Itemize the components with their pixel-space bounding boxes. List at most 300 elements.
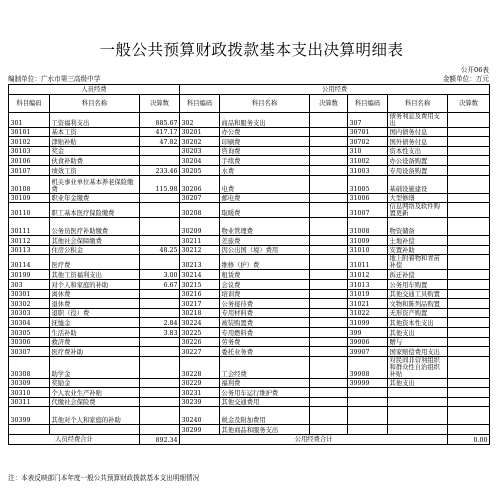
code-cell: 30102	[9, 137, 50, 147]
amount-cell: 2.84	[140, 318, 180, 328]
amount-cell	[448, 279, 490, 289]
name-cell: 手续费	[220, 156, 310, 166]
code-cell: 30302	[9, 299, 50, 309]
code-cell: 30299	[180, 425, 220, 435]
amount-cell: 3.83	[140, 327, 180, 337]
code-cell: 30215	[180, 279, 220, 289]
name-cell: 劳务费	[220, 337, 310, 347]
code-cell: 30202	[180, 137, 220, 147]
name-cell: 国家赔偿费用支出	[388, 347, 448, 357]
code-cell: 30214	[180, 270, 220, 280]
code-cell: 30107	[9, 165, 50, 175]
amount-cell	[310, 378, 348, 388]
table-row	[9, 156, 490, 166]
name-cell: 资本性支出	[388, 146, 448, 156]
name-cell: 公务接待费	[220, 299, 310, 309]
code-cell: 30101	[9, 127, 50, 137]
name-cell: 国内债务付息	[388, 127, 448, 137]
group-header-row	[9, 85, 490, 95]
code-cell: 30308	[9, 356, 50, 378]
amount-cell	[448, 289, 490, 299]
amount-cell	[448, 255, 490, 270]
code-cell: 30301	[9, 289, 50, 299]
name-cell: 其他资本性支出	[388, 318, 448, 328]
name-cell: 印刷费	[220, 137, 310, 147]
amount-cell	[310, 255, 348, 270]
amount-cell	[310, 299, 348, 309]
amount-cell	[310, 127, 348, 137]
code-cell: 30701	[348, 127, 388, 137]
amount-cell	[140, 255, 180, 270]
totals-row	[9, 435, 490, 445]
code-cell: 30209	[180, 218, 220, 236]
amount-cell	[448, 203, 490, 218]
table-row	[9, 203, 490, 218]
name-cell: 个人农业生产补贴	[50, 388, 140, 398]
code-cell: 30111	[9, 218, 50, 236]
code-cell: 30228	[180, 356, 220, 378]
table-row	[9, 356, 490, 378]
amount-cell	[448, 337, 490, 347]
code-cell: 30239	[180, 397, 220, 407]
table-row	[9, 378, 490, 388]
table-row	[9, 112, 490, 127]
name-cell: 助学金	[50, 356, 140, 378]
name-cell: 其他交通费用	[220, 397, 310, 407]
amount-cell	[310, 165, 348, 175]
code-cell: 30231	[180, 388, 220, 398]
name-cell: 赠与	[388, 337, 448, 347]
code-cell: 30199	[9, 270, 50, 280]
code-cell: 30203	[180, 146, 220, 156]
amount-cell: 417.17	[140, 127, 180, 137]
amount-cell	[448, 347, 490, 357]
table-row	[9, 347, 490, 357]
amount-cell	[310, 407, 348, 425]
table-row	[9, 245, 490, 255]
name-cell: 水费	[220, 165, 310, 175]
code-cell: 31008	[348, 218, 388, 236]
code-cell: 31099	[348, 318, 388, 328]
name-cell: 因公出国（境）费用	[220, 245, 310, 255]
personnel-total-label: 人员经费合计	[9, 435, 140, 445]
amount-cell	[140, 347, 180, 357]
table-row	[9, 397, 490, 407]
code-cell: 30109	[9, 193, 50, 203]
amount-cell	[310, 193, 348, 203]
amount-cell	[140, 236, 180, 246]
name-cell: 电费	[220, 175, 310, 193]
name-cell: 退休费	[50, 299, 140, 309]
amount-cell	[310, 245, 348, 255]
name-cell: 租赁费	[220, 270, 310, 280]
amount-cell	[448, 308, 490, 318]
table-row	[9, 327, 490, 337]
name-cell: 其他对个人和家庭的补助	[50, 407, 140, 425]
amount-cell	[140, 203, 180, 218]
personnel-total-value: 892.34	[140, 435, 180, 445]
code-cell: 307	[348, 112, 388, 127]
name-cell: 其他交通工具购置	[388, 289, 448, 299]
header-amount: 决算数	[140, 94, 180, 112]
name-cell: 退职（役）费	[50, 308, 140, 318]
header-code: 科目编码	[9, 94, 50, 112]
name-cell: 奖金	[50, 146, 140, 156]
name-cell: 医疗费	[50, 255, 140, 270]
name-cell: 差旅费	[220, 236, 310, 246]
name-cell: 代缴社会保险费	[50, 397, 140, 407]
name-cell	[388, 397, 448, 407]
name-cell: 福利费	[220, 378, 310, 388]
name-cell: 其他社会保障缴费	[50, 236, 140, 246]
amount-cell	[448, 318, 490, 328]
amount-cell	[448, 327, 490, 337]
name-cell: 地上附着物和青苗补偿	[388, 255, 448, 270]
name-cell: 职工基本医疗保险缴费	[50, 203, 140, 218]
code-cell: 30204	[180, 156, 220, 166]
currency-unit: 金额单位：万元	[442, 75, 489, 83]
code-cell: 30213	[180, 255, 220, 270]
table-row	[9, 146, 490, 156]
amount-cell	[448, 407, 490, 425]
name-cell: 物业管理费	[220, 218, 310, 236]
amount-cell	[448, 127, 490, 137]
code-cell: 30225	[180, 327, 220, 337]
code-cell: 39908	[348, 356, 388, 378]
amount-cell	[310, 279, 348, 289]
name-cell: 生活补助	[50, 327, 140, 337]
code-cell: 39907	[348, 347, 388, 357]
table-row	[9, 388, 490, 398]
code-cell: 30208	[180, 203, 220, 218]
table-row	[9, 137, 490, 147]
code-cell: 30216	[180, 289, 220, 299]
code-cell: 30307	[9, 347, 50, 357]
table-row	[9, 255, 490, 270]
amount-cell	[448, 356, 490, 378]
table-row	[9, 218, 490, 236]
code-cell	[348, 425, 388, 435]
amount-cell	[310, 347, 348, 357]
amount-cell	[140, 193, 180, 203]
amount-cell	[310, 203, 348, 218]
amount-cell	[310, 356, 348, 378]
name-cell: 办公设备购置	[388, 156, 448, 166]
code-cell	[348, 388, 388, 398]
name-cell: 专用燃料费	[220, 327, 310, 337]
name-cell: 公务用车购置	[388, 279, 448, 289]
name-cell	[388, 388, 448, 398]
code-cell: 30207	[180, 193, 220, 203]
code-cell: 302	[180, 112, 220, 127]
amount-cell	[140, 397, 180, 407]
header-name: 科目名称	[50, 94, 140, 112]
code-cell: 30224	[180, 318, 220, 328]
amount-cell	[310, 337, 348, 347]
header-amount: 决算数	[310, 94, 348, 112]
code-cell: 31013	[348, 279, 388, 289]
amount-cell	[448, 236, 490, 246]
header-name: 科目名称	[388, 94, 448, 112]
name-cell: 税金及附加费用	[220, 407, 310, 425]
code-cell: 31021	[348, 299, 388, 309]
personnel-header: 人员经费	[9, 85, 180, 95]
code-cell: 30206	[180, 175, 220, 193]
amount-cell	[310, 156, 348, 166]
amount-cell	[448, 137, 490, 147]
name-cell: 取暖费	[220, 203, 310, 218]
name-cell: 伙食补助费	[50, 156, 140, 166]
name-cell	[50, 425, 140, 435]
expenditure-table	[8, 84, 490, 445]
name-cell: 公务用车运行维护费	[220, 388, 310, 398]
table-row	[9, 270, 490, 280]
table-row	[9, 337, 490, 347]
name-cell: 奖励金	[50, 378, 140, 388]
code-cell: 30211	[180, 236, 220, 246]
name-cell: 被装购置费	[220, 318, 310, 328]
code-cell: 39999	[348, 378, 388, 388]
code-cell: 31005	[348, 175, 388, 193]
amount-cell	[310, 236, 348, 246]
table-row	[9, 165, 490, 175]
code-cell: 31019	[348, 289, 388, 299]
code-cell: 31010	[348, 245, 388, 255]
amount-cell	[310, 388, 348, 398]
amount-cell	[448, 218, 490, 236]
amount-cell	[310, 397, 348, 407]
table-row	[9, 175, 490, 193]
name-cell: 机关事业单位基本养老保险缴费	[50, 175, 140, 193]
name-cell: 其他工资福利支出	[50, 270, 140, 280]
name-cell: 信息网络及软件购置更新	[388, 203, 448, 218]
name-cell: 专用材料费	[220, 308, 310, 318]
table-row	[9, 127, 490, 137]
page-title: 一般公共预算财政拨款基本支出决算明细表	[99, 41, 404, 59]
public-header: 公用经费	[180, 85, 490, 95]
code-cell: 310	[348, 146, 388, 156]
code-cell: 30304	[9, 318, 50, 328]
name-cell	[388, 425, 448, 435]
amount-cell	[140, 299, 180, 309]
code-cell: 30310	[9, 388, 50, 398]
code-cell: 399	[348, 327, 388, 337]
code-cell: 30218	[180, 308, 220, 318]
name-cell: 拆迁补偿	[388, 270, 448, 280]
name-cell: 其他支出	[388, 378, 448, 388]
name-cell: 大型修缮	[388, 193, 448, 203]
amount-cell	[310, 308, 348, 318]
code-cell: 31006	[348, 193, 388, 203]
code-cell: 30205	[180, 165, 220, 175]
code-cell: 30309	[9, 378, 50, 388]
amount-cell	[310, 112, 348, 127]
code-cell: 30399	[9, 407, 50, 425]
code-cell: 30303	[9, 308, 50, 318]
name-cell: 邮电费	[220, 193, 310, 203]
name-cell: 土地补偿	[388, 236, 448, 246]
amount-cell	[310, 137, 348, 147]
name-cell: 救济费	[50, 337, 140, 347]
name-cell: 其他支出	[388, 327, 448, 337]
amount-cell	[310, 270, 348, 280]
code-cell: 303	[9, 279, 50, 289]
amount-cell	[310, 175, 348, 193]
code-cell: 30240	[180, 407, 220, 425]
reporting-unit: 编制单位：广水市第三高级中学	[8, 75, 101, 83]
table-row	[9, 289, 490, 299]
name-cell	[388, 407, 448, 425]
table-row	[9, 318, 490, 328]
name-cell: 职业年金缴费	[50, 193, 140, 203]
amount-cell: 47.82	[140, 137, 180, 147]
code-cell: 30311	[9, 397, 50, 407]
name-cell: 专用设备购置	[388, 165, 448, 175]
code-cell: 30201	[180, 127, 220, 137]
code-cell: 30108	[9, 175, 50, 193]
table-row	[9, 425, 490, 435]
name-cell: 其他商品和服务支出	[220, 425, 310, 435]
amount-cell	[140, 289, 180, 299]
name-cell: 咨询费	[220, 146, 310, 156]
code-cell: 31007	[348, 203, 388, 218]
code-cell: 301	[9, 112, 50, 127]
table-row	[9, 236, 490, 246]
amount-cell	[448, 425, 490, 435]
amount-cell: 3.00	[140, 270, 180, 280]
name-cell: 对个人和家庭的补助	[50, 279, 140, 289]
amount-cell	[140, 218, 180, 236]
name-cell: 公务员医疗补助缴费	[50, 218, 140, 236]
amount-cell	[140, 146, 180, 156]
amount-cell	[448, 378, 490, 388]
code-cell: 30702	[348, 137, 388, 147]
name-cell: 抚恤金	[50, 318, 140, 328]
name-cell: 安置补助	[388, 245, 448, 255]
amount-cell	[140, 337, 180, 347]
code-cell	[348, 397, 388, 407]
code-cell: 31003	[348, 165, 388, 175]
amount-cell	[448, 397, 490, 407]
name-cell: 会议费	[220, 279, 310, 289]
name-cell: 办公费	[220, 127, 310, 137]
amount-cell	[448, 112, 490, 127]
amount-cell: 233.46	[140, 165, 180, 175]
name-cell: 基本工资	[50, 127, 140, 137]
name-cell: 医疗费补助	[50, 347, 140, 357]
code-cell: 30106	[9, 156, 50, 166]
name-cell: 工会经费	[220, 356, 310, 378]
name-cell: 债务利息及费用支出	[388, 112, 448, 127]
amount-cell	[448, 388, 490, 398]
name-cell: 绩效工资	[50, 165, 140, 175]
name-cell: 商品和服务支出	[220, 112, 310, 127]
code-cell: 30227	[180, 347, 220, 357]
code-cell: 30110	[9, 203, 50, 218]
amount-cell	[310, 289, 348, 299]
name-cell: 委托业务费	[220, 347, 310, 357]
name-cell: 住房公积金	[50, 245, 140, 255]
code-cell: 30226	[180, 337, 220, 347]
header-code: 科目编码	[180, 94, 220, 112]
name-cell: 基础设施建设	[388, 175, 448, 193]
amount-cell	[310, 425, 348, 435]
code-cell: 30212	[180, 245, 220, 255]
code-cell: 30112	[9, 236, 50, 246]
amount-cell	[448, 156, 490, 166]
code-cell: 31012	[348, 270, 388, 280]
code-cell: 30305	[9, 327, 50, 337]
form-number: 公开06表	[460, 66, 489, 74]
amount-cell: 48.25	[140, 245, 180, 255]
code-cell: 31009	[348, 236, 388, 246]
name-cell: 培训费	[220, 289, 310, 299]
code-cell: 30229	[180, 378, 220, 388]
amount-cell	[140, 356, 180, 378]
amount-cell	[448, 193, 490, 203]
header-code: 科目编码	[348, 94, 388, 112]
code-cell: 30306	[9, 337, 50, 347]
amount-cell	[140, 156, 180, 166]
name-cell: 工资福利支出	[50, 112, 140, 127]
amount-cell	[310, 327, 348, 337]
public-total-value: 0.00	[448, 435, 490, 445]
amount-cell	[140, 378, 180, 388]
header-name: 科目名称	[220, 94, 310, 112]
amount-cell	[310, 318, 348, 328]
code-cell: 31011	[348, 255, 388, 270]
header-amount: 决算数	[448, 94, 490, 112]
name-cell: 无形资产购置	[388, 308, 448, 318]
table-row	[9, 407, 490, 425]
name-cell: 国外债务付息	[388, 137, 448, 147]
name-cell: 离休费	[50, 289, 140, 299]
table-row	[9, 308, 490, 318]
amount-cell	[448, 299, 490, 309]
amount-cell	[310, 218, 348, 236]
name-cell: 津贴补贴	[50, 137, 140, 147]
name-cell: 物资储备	[388, 218, 448, 236]
amount-cell	[140, 308, 180, 318]
amount-cell	[448, 270, 490, 280]
name-cell: 维修（护）费	[220, 255, 310, 270]
code-cell: 30217	[180, 299, 220, 309]
code-cell: 30114	[9, 255, 50, 270]
amount-cell	[448, 245, 490, 255]
amount-cell	[310, 146, 348, 156]
amount-cell	[140, 388, 180, 398]
amount-cell	[448, 165, 490, 175]
amount-cell	[140, 425, 180, 435]
amount-cell: 6.67	[140, 279, 180, 289]
amount-cell	[448, 175, 490, 193]
table-row	[9, 193, 490, 203]
public-total-label: 公用经费合计	[180, 435, 448, 445]
code-cell	[9, 425, 50, 435]
code-cell: 31022	[348, 308, 388, 318]
amount-cell: 885.67	[140, 112, 180, 127]
footnote: 注：本表反映部门本年度一般公共预算财政拨款基本支出明细情况	[8, 474, 200, 482]
code-cell: 39906	[348, 337, 388, 347]
name-cell: 对民间非营利组织和群众性自治组织补贴	[388, 356, 448, 378]
table-body	[9, 112, 490, 434]
amount-cell: 115.98	[140, 175, 180, 193]
column-header-row	[9, 94, 490, 112]
table-row	[9, 299, 490, 309]
code-cell	[348, 407, 388, 425]
amount-cell	[448, 146, 490, 156]
name-cell: 文物和陈列品购置	[388, 299, 448, 309]
